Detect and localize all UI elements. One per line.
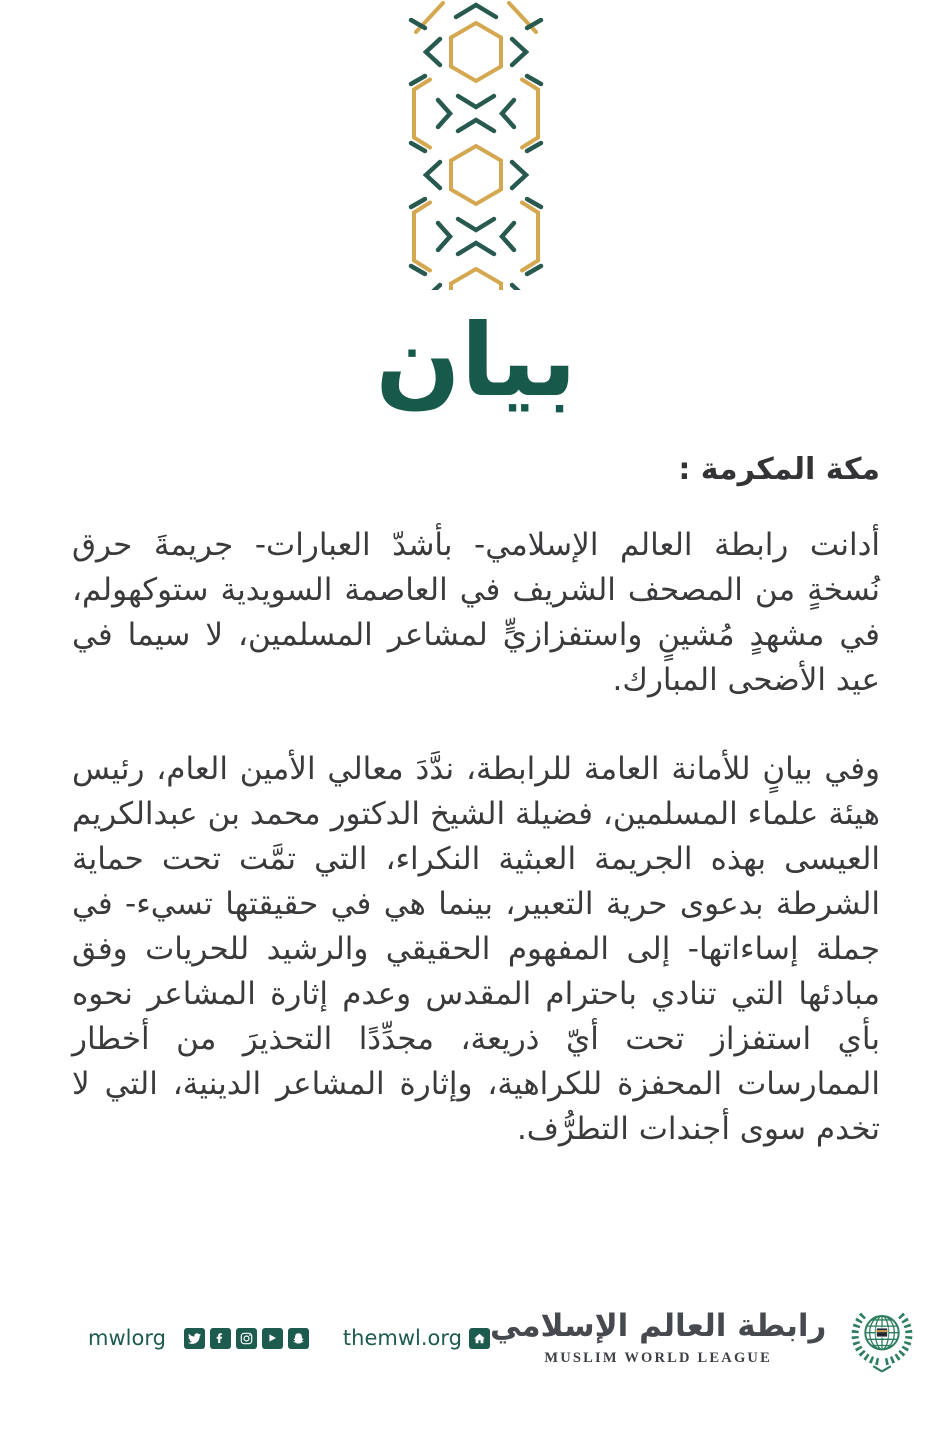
geometric-pattern: [406, 0, 546, 290]
social-icons: [184, 1328, 309, 1349]
youtube-icon[interactable]: [262, 1328, 283, 1349]
website-link[interactable]: themwl.org: [342, 1326, 462, 1350]
statement-body: [0, 452, 952, 1152]
twitter-icon[interactable]: [184, 1328, 205, 1349]
social-handle: mwlorg: [88, 1326, 166, 1350]
page-title: بيان: [375, 302, 577, 419]
dateline-heading: مكة المكرمة :: [678, 452, 880, 487]
facebook-icon[interactable]: [210, 1328, 231, 1349]
snapchat-icon[interactable]: [288, 1328, 309, 1349]
logo-english-name: MUSLIM WORLD LEAGUE: [544, 1349, 772, 1366]
instagram-icon[interactable]: [236, 1328, 257, 1349]
kaaba-icon: [877, 1328, 888, 1337]
mwl-emblem-icon: [838, 1288, 926, 1388]
home-icon[interactable]: [469, 1328, 490, 1349]
statement-paragraph-2: وفي بيانٍ للأمانة العامة للرابطة، ندَّدَ معالي الأمين العام، رئيس هيئة علماء المسلمين، فضيلة الشيخ الدكتور محمد بن عبدالكريم العيسى بهذه الجريمة العبثية النكراء، التي تمَّت تحت حماية الشرطة بدعوى حرية التعبير، بينما هي في حقيقتها تسيء- في جملة إساءاتها- إلى المفهوم الحقيقي والرشيد للحريات وفق مبادئها التي تنادي باحترام المقدس وعدم إثارة المشاعر نحوه بأي استفزاز تحت أيّ ذريعة، مجدِّدًا التحذيرَ من أخطار الممارسات المحفزة للكراهية، وإثارة المشاعر الدينية، التي لا تخدم سوى أجندات التطرُّف.: [72, 751, 880, 1147]
footer-links: [88, 1326, 490, 1350]
logo-arabic-name: رابطة العالم الإسلامي: [489, 1308, 827, 1345]
footer: [0, 1282, 952, 1394]
mwl-logo: [490, 1288, 926, 1388]
mwl-logo-text: [490, 1309, 826, 1367]
statement-paragraph-1: أدانت رابطة العالم الإسلامي- بأشدّ العبارات- جريمةَ حرق نُسخةٍ من المصحف الشريف في العاصمة السويدية ستوكهولم، في مشهدٍ مُشينٍ واستفزازيٍّ لمشاعر المسلمين، لا سيما في عيد الأضحى المبارك.: [72, 527, 880, 698]
